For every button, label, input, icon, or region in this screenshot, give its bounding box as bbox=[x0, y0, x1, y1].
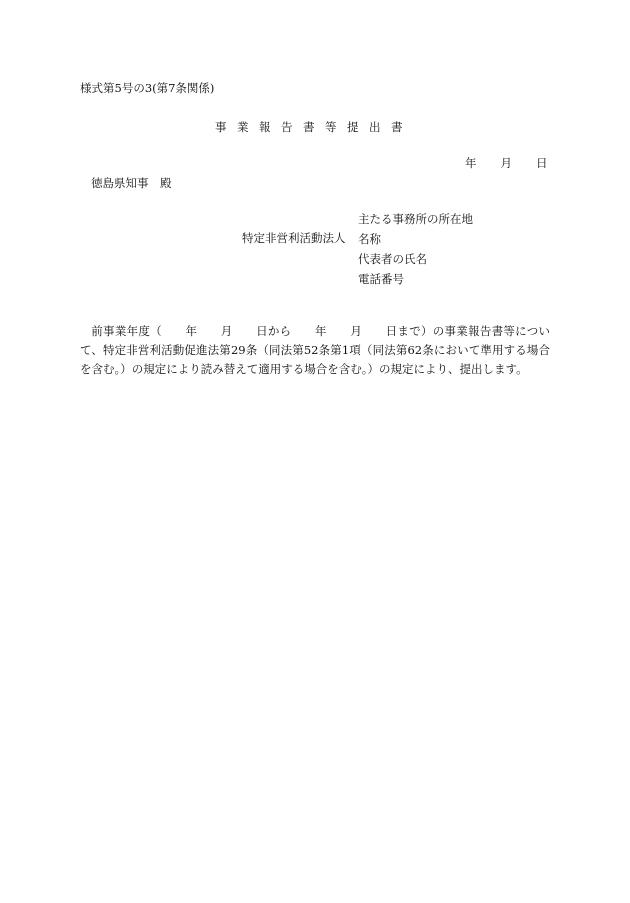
form-number: 様式第5号の3(第7条関係) bbox=[80, 81, 215, 95]
title-char: 書 bbox=[391, 120, 403, 134]
date-year: 年 bbox=[465, 156, 477, 170]
title-char: 告 bbox=[281, 120, 293, 134]
field-representative: 代表者の氏名 bbox=[358, 252, 427, 266]
title-char: 提 bbox=[347, 120, 359, 134]
title-char: 事 bbox=[215, 120, 227, 134]
title-char: 書 bbox=[303, 120, 315, 134]
body-paragraph bbox=[80, 322, 550, 379]
applicant-label: 特定非営利活動法人 bbox=[242, 231, 346, 245]
title-char: 報 bbox=[259, 120, 271, 134]
date-month: 月 bbox=[500, 156, 512, 170]
title-char: 業 bbox=[237, 120, 249, 134]
title-char: 等 bbox=[325, 120, 337, 134]
field-office-address: 主たる事務所の所在地 bbox=[358, 212, 473, 226]
applicant-fields bbox=[358, 212, 473, 292]
addressee: 徳島県知事 殿 bbox=[91, 176, 172, 190]
body-text: 前事業年度（ 年 月 日から 年 月 日まで）の事業報告書等について、特定非営利活動促進法第29条（同法第52条第1項（同法第62条において準用する場合を含む。）の規定により読み替えて適用する場合を含む。）の規定により、提出します。 bbox=[80, 324, 550, 376]
date-line bbox=[465, 156, 548, 170]
document-title bbox=[215, 120, 413, 134]
field-name: 名称 bbox=[358, 232, 381, 246]
field-phone: 電話番号 bbox=[358, 272, 404, 286]
title-char: 出 bbox=[369, 120, 381, 134]
date-day: 日 bbox=[536, 156, 548, 170]
